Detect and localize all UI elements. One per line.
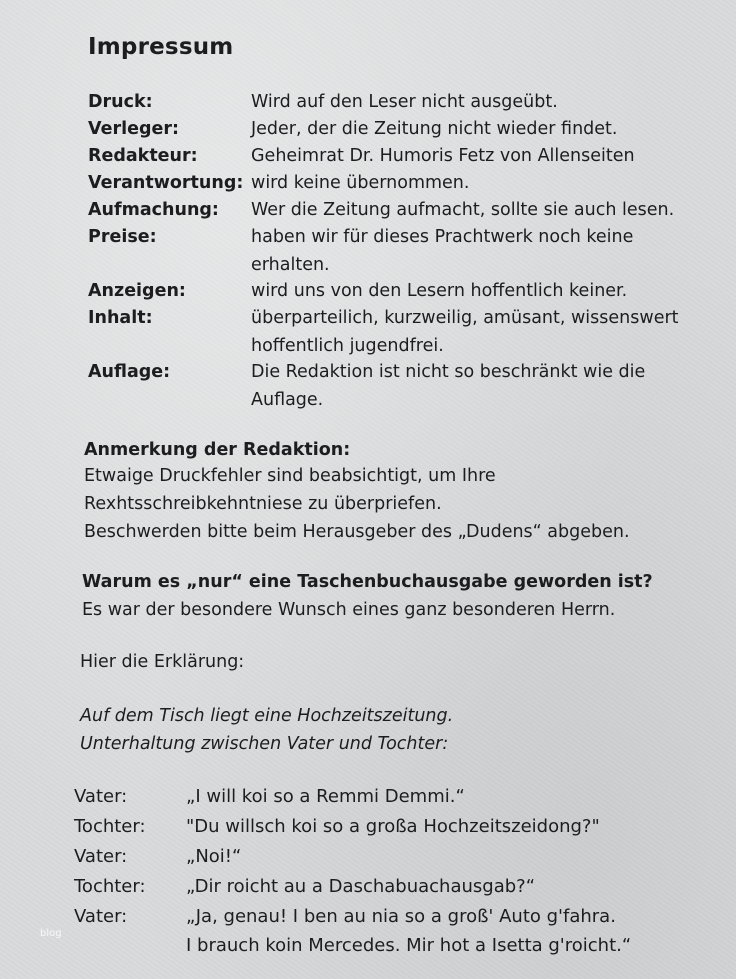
dialogue-speaker: Vater: [74, 906, 128, 927]
explanation-italic-line: Auf dem Tisch liegt eine Hochzeitszeitung. [80, 706, 454, 726]
dialogue-speaker: Vater: [74, 846, 128, 867]
impressum-label: Preise: [88, 227, 157, 247]
impressum-label: Auflage: [88, 362, 171, 382]
explanation-intro: Hier die Erklärung: [80, 652, 245, 672]
impressum-label: Druck: [88, 92, 153, 112]
impressum-value: Wer die Zeitung aufmacht, sollte sie auch lesen. [251, 200, 675, 220]
impressum-label: Verantwortung: [88, 173, 244, 193]
impressum-value: hoffentlich jugendfrei. [251, 336, 444, 356]
dialogue-line: „Noi!“ [186, 846, 242, 867]
note-line: Rexhtsschreibkehntniese zu überpriefen. [84, 494, 442, 514]
dialogue-line: I brauch koin Mercedes. Mir hot a Isetta g'roicht.“ [186, 935, 632, 956]
impressum-label: Aufmachung: [88, 200, 219, 220]
note-line: Beschwerden bitte beim Herausgeber des „Dudens“ abgeben. [84, 522, 630, 542]
watermark-text: blog [40, 928, 62, 939]
impressum-value: erhalten. [251, 255, 330, 275]
impressum-value: wird keine übernommen. [251, 173, 470, 193]
dialogue-line: „Dir roicht au a Daschabuachausgab?“ [186, 876, 536, 897]
dialogue-line: "Du willsch koi so a großa Hochzeitszeidong?" [186, 816, 600, 837]
impressum-title: Impressum [88, 34, 234, 60]
dialogue-line: „I will koi so a Remmi Demmi.“ [186, 786, 465, 807]
note-heading: Anmerkung der Redaktion: [84, 440, 351, 460]
why-line: Es war der besondere Wunsch eines ganz besonderen Herrn. [82, 600, 616, 620]
impressum-label: Anzeigen: [88, 281, 186, 301]
impressum-value: überparteilich, kurzweilig, amüsant, wissenswert [251, 308, 679, 328]
dialogue-speaker: Tochter: [74, 816, 146, 837]
impressum-label: Inhalt: [88, 308, 153, 328]
impressum-value: Die Redaktion ist nicht so beschränkt wie die [251, 362, 646, 382]
impressum-value: Jeder, der die Zeitung nicht wieder findet. [251, 119, 618, 139]
impressum-value: Geheimrat Dr. Humoris Fetz von Allenseiten [251, 146, 635, 166]
impressum-value: Auflage. [251, 390, 324, 410]
impressum-value: haben wir für dieses Prachtwerk noch keine [251, 227, 634, 247]
dialogue-speaker: Vater: [74, 786, 128, 807]
why-heading: Warum es „nur“ eine Taschenbuchausgabe geworden ist? [82, 572, 653, 592]
impressum-label: Redakteur: [88, 146, 198, 166]
explanation-italic-line: Unterhaltung zwischen Vater und Tochter: [80, 734, 449, 754]
note-line: Etwaige Druckfehler sind beabsichtigt, um Ihre [84, 466, 496, 486]
dialogue-speaker: Tochter: [74, 876, 146, 897]
impressum-value: Wird auf den Leser nicht ausgeübt. [251, 92, 558, 112]
dialogue-line: „Ja, genau! I ben au nia so a groß' Auto g'fahra. [186, 906, 616, 927]
impressum-label: Verleger: [88, 119, 179, 139]
impressum-value: wird uns von den Lesern hoffentlich keiner. [251, 281, 628, 301]
